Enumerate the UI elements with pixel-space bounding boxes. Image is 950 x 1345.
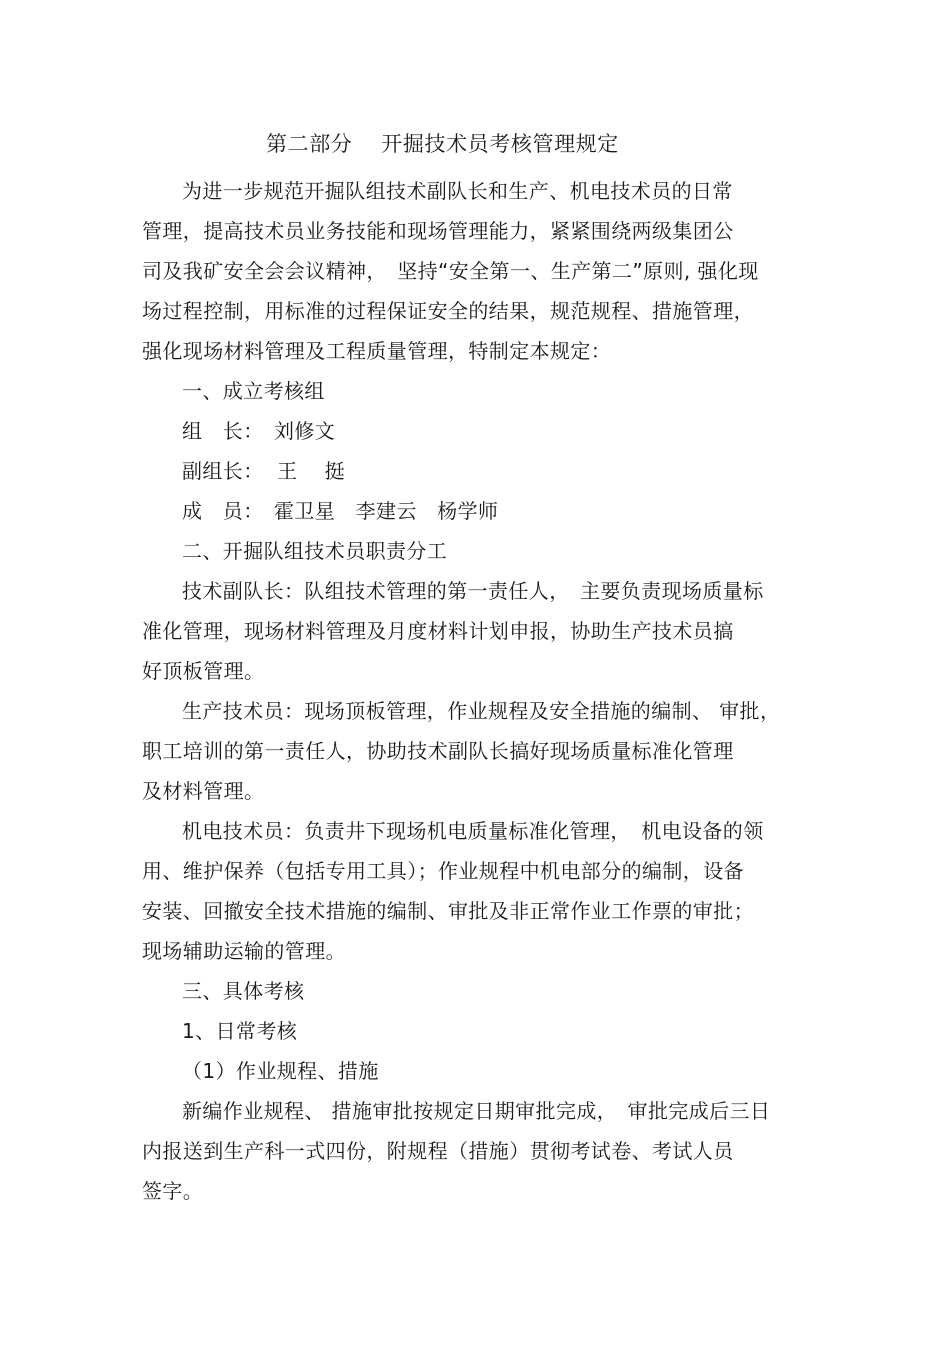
paragraph-line: 强化现场材料管理及工程质量管理，特制定本规定： — [142, 339, 612, 363]
paragraph-line: 安装、回撤安全技术措施的编制、审批及非正常作业工作票的审批； — [142, 899, 754, 923]
section-heading: 三、具体考核 — [182, 979, 305, 1003]
paragraph-line: 新编作业规程、 措施审批按规定日期审批完成， 审批完成后三日 — [182, 1099, 771, 1123]
paragraph-line: 用、维护保养（包括专用工具）；作业规程中机电部分的编制，设备 — [142, 859, 744, 883]
paragraph-line: 生产技术员：现场顶板管理，作业规程及安全措施的编制、 审批， — [182, 699, 781, 723]
paragraph-line: 司及我矿安全会会议精神， 坚持“安全第一、生产第二”原则, 强化现 — [142, 259, 759, 283]
paragraph-line: 机电技术员：负责井下现场机电质量标准化管理， 机电设备的领 — [182, 819, 764, 843]
paragraph-line: 内报送到生产科一式四份，附规程（措施）贯彻考试卷、考试人员 — [142, 1139, 734, 1163]
paragraph-line: 现场辅助运输的管理。 — [142, 939, 346, 963]
paragraph-line: 技术副队长：队组技术管理的第一责任人， 主要负责现场质量标 — [182, 579, 764, 603]
member-line: 成 员： 霍卫星 李建云 杨学师 — [182, 499, 499, 523]
subsection-heading: 1、日常考核 — [182, 1019, 298, 1043]
document-title: 第二部分 开掘技术员考核管理规定 — [266, 132, 619, 156]
member-line: 副组长： 王 挺 — [182, 459, 346, 483]
paragraph-line: 准化管理，现场材料管理及月度材料计划申报，协助生产技术员搞 — [142, 619, 734, 643]
paragraph-line: 管理，提高技术员业务技能和现场管理能力，紧紧围绕两级集团公 — [142, 219, 734, 243]
section-heading: 一、成立考核组 — [182, 379, 325, 403]
paragraph-line: 场过程控制，用标准的过程保证安全的结果，规范规程、措施管理， — [142, 299, 754, 323]
member-line: 组 长： 刘修文 — [182, 419, 336, 443]
subsection-heading: （1）作业规程、措施 — [182, 1059, 379, 1083]
paragraph-line: 为进一步规范开掘队组技术副队长和生产、机电技术员的日常 — [182, 179, 733, 203]
section-heading: 二、开掘队组技术员职责分工 — [182, 539, 448, 563]
paragraph-line: 及材料管理。 — [142, 779, 265, 803]
paragraph-line: 好顶板管理。 — [142, 659, 265, 683]
paragraph-line: 职工培训的第一责任人，协助技术副队长搞好现场质量标准化管理 — [142, 739, 734, 763]
paragraph-line: 签字。 — [142, 1179, 204, 1203]
